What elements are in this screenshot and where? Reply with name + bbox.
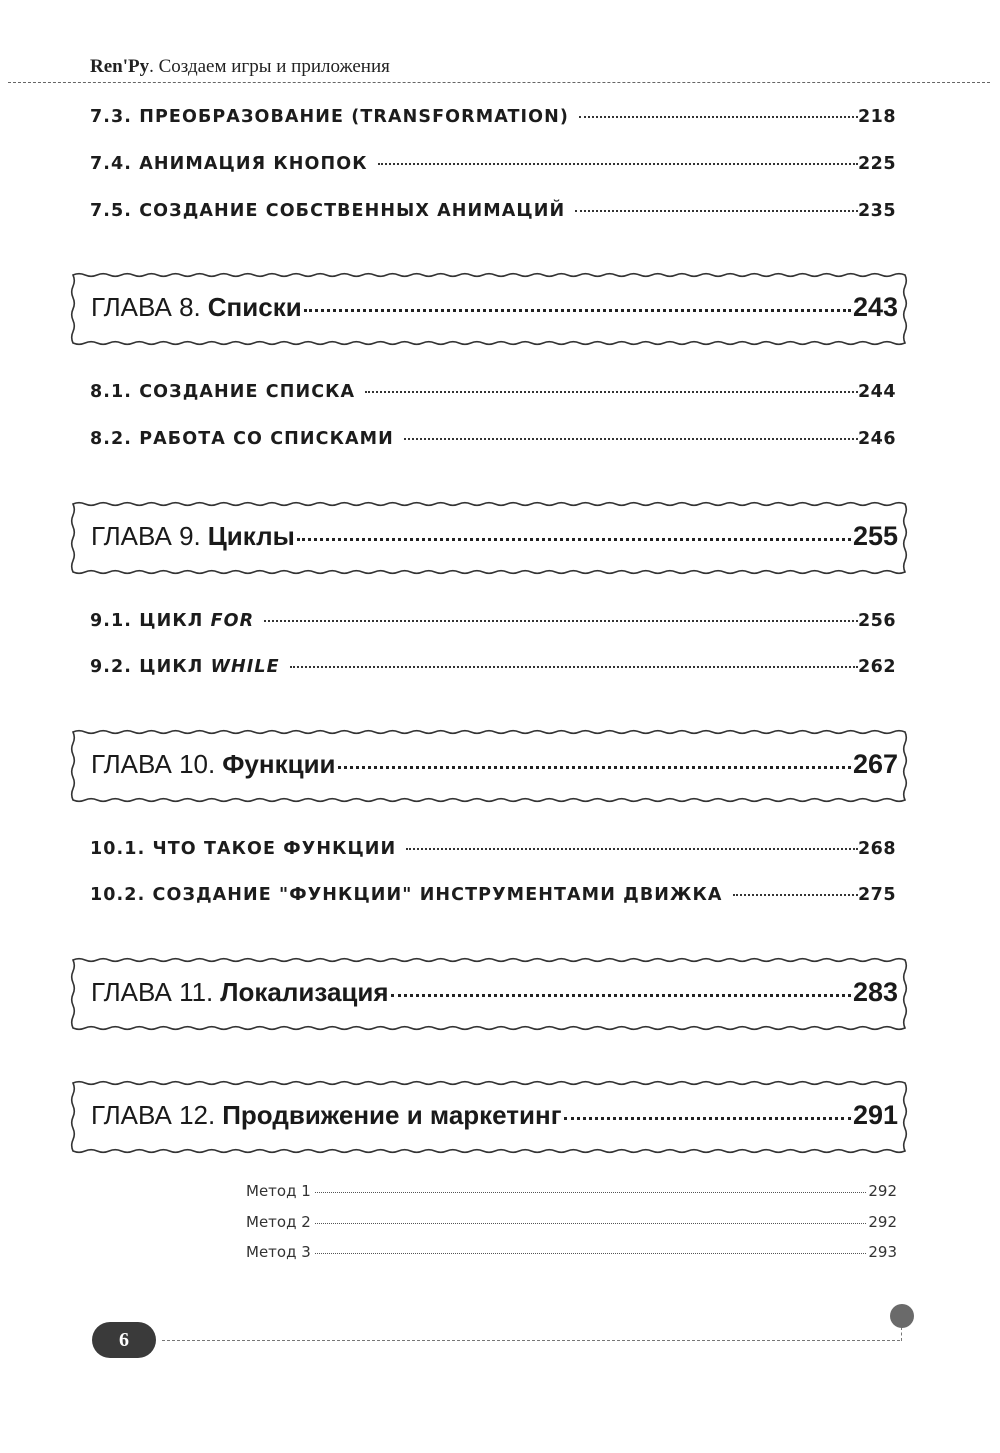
page-number: 6 bbox=[119, 1328, 129, 1351]
running-header bbox=[90, 56, 390, 78]
chapter-title: Функции bbox=[222, 749, 336, 779]
toc-page-number: 275 bbox=[857, 885, 896, 905]
chapter-number: ГЛАВА 12. bbox=[91, 1100, 216, 1130]
toc-page-number: 244 bbox=[857, 382, 896, 402]
toc-section-10-2[interactable] bbox=[90, 885, 896, 905]
dot-leader bbox=[404, 438, 858, 440]
dot-leader bbox=[264, 620, 858, 622]
chapter-heading bbox=[91, 977, 898, 1008]
chapter-heading bbox=[91, 521, 898, 552]
toc-method-2[interactable] bbox=[246, 1213, 897, 1231]
dot-leader bbox=[391, 994, 851, 997]
page-number-badge bbox=[92, 1322, 156, 1358]
toc-section-label: 7.3. ПРЕОБРАЗОВАНИЕ (TRANSFORMATION) bbox=[90, 107, 569, 127]
dot-leader bbox=[733, 894, 858, 896]
toc-section-8-2[interactable] bbox=[90, 429, 896, 449]
toc-section-label: 10.2. СОЗДАНИЕ "ФУНКЦИИ" ИНСТРУМЕНТАМИ ДВИЖКА bbox=[90, 885, 723, 905]
toc-section-prefix: 9.1. ЦИКЛ bbox=[90, 611, 211, 631]
book-subtitle: . Создаем игры и приложения bbox=[149, 56, 390, 77]
dot-leader bbox=[579, 116, 858, 118]
dot-leader bbox=[365, 391, 858, 393]
chapter-number: ГЛАВА 10. bbox=[91, 749, 216, 779]
toc-method-1[interactable] bbox=[246, 1182, 897, 1200]
chapter-page-number: 243 bbox=[852, 292, 898, 322]
toc-page-number: 235 bbox=[857, 201, 896, 221]
book-brand: Ren'Py bbox=[90, 56, 150, 77]
method-page-number: 292 bbox=[868, 1182, 897, 1200]
chapter-heading bbox=[91, 749, 898, 780]
footer-ornament-stem bbox=[901, 1327, 902, 1341]
chapter-heading bbox=[91, 1100, 898, 1131]
toc-section-8-1[interactable] bbox=[90, 382, 896, 402]
toc-section-label: 7.4. АНИМАЦИЯ КНОПОК bbox=[90, 154, 368, 174]
toc-section-label bbox=[90, 657, 290, 677]
toc-page-number: 268 bbox=[857, 839, 896, 859]
chapter-page-number: 267 bbox=[852, 749, 898, 779]
method-label: Метод 1 bbox=[246, 1182, 311, 1200]
chapter-frame-10[interactable] bbox=[68, 727, 910, 805]
dot-leader bbox=[315, 1223, 867, 1224]
dot-leader bbox=[575, 210, 858, 212]
dot-leader bbox=[564, 1117, 851, 1120]
dot-leader bbox=[315, 1253, 867, 1254]
toc-page-number: 256 bbox=[857, 611, 896, 631]
chapter-title: Циклы bbox=[207, 521, 295, 551]
chapter-number: ГЛАВА 9. bbox=[91, 521, 201, 551]
dot-leader bbox=[290, 666, 858, 668]
dot-leader bbox=[304, 309, 851, 312]
chapter-title: Локализация bbox=[220, 977, 389, 1007]
chapter-frame-8[interactable] bbox=[68, 270, 910, 348]
method-page-number: 292 bbox=[868, 1213, 897, 1231]
toc-section-7-4[interactable] bbox=[90, 154, 896, 174]
chapter-heading bbox=[91, 292, 898, 323]
toc-section-7-3[interactable] bbox=[90, 107, 896, 127]
toc-section-9-2[interactable] bbox=[90, 657, 896, 677]
toc-page-number: 262 bbox=[857, 657, 896, 677]
chapter-number: ГЛАВА 11. bbox=[91, 977, 214, 1007]
toc-section-label: 10.1. ЧТО ТАКОЕ ФУНКЦИИ bbox=[90, 839, 397, 859]
toc-section-label bbox=[90, 611, 264, 631]
toc-method-3[interactable] bbox=[246, 1243, 897, 1261]
footer-ornament-dot bbox=[890, 1304, 914, 1328]
chapter-frame-9[interactable] bbox=[68, 499, 910, 577]
chapter-number: ГЛАВА 8. bbox=[91, 292, 201, 322]
toc-section-keyword: WHILE bbox=[210, 657, 280, 677]
method-page-number: 293 bbox=[868, 1243, 897, 1261]
chapter-frame-12[interactable] bbox=[68, 1078, 910, 1156]
toc-section-label: 7.5. СОЗДАНИЕ СОБСТВЕННЫХ АНИМАЦИЙ bbox=[90, 201, 566, 221]
toc-page-number: 246 bbox=[857, 429, 896, 449]
dot-leader bbox=[338, 766, 851, 769]
chapter-frame-11[interactable] bbox=[68, 955, 910, 1033]
chapter-page-number: 255 bbox=[852, 521, 898, 551]
footer-divider bbox=[162, 1340, 900, 1341]
chapter-title: Продвижение и маркетинг bbox=[222, 1100, 562, 1130]
dot-leader bbox=[378, 163, 858, 165]
chapter-page-number: 283 bbox=[852, 977, 898, 1007]
toc-section-prefix: 9.2. ЦИКЛ bbox=[90, 657, 211, 677]
toc-page-number: 225 bbox=[857, 154, 896, 174]
toc-section-9-1[interactable] bbox=[90, 611, 896, 631]
dot-leader bbox=[297, 538, 851, 541]
method-label: Метод 2 bbox=[246, 1213, 311, 1231]
toc-section-label: 8.2. РАБОТА СО СПИСКАМИ bbox=[90, 429, 394, 449]
chapter-title: Списки bbox=[207, 292, 302, 322]
toc-page-number: 218 bbox=[857, 107, 896, 127]
method-label: Метод 3 bbox=[246, 1243, 311, 1261]
toc-section-label: 8.1. СОЗДАНИЕ СПИСКА bbox=[90, 382, 356, 402]
toc-section-7-5[interactable] bbox=[90, 201, 896, 221]
toc-section-10-1[interactable] bbox=[90, 839, 896, 859]
header-divider bbox=[8, 82, 990, 83]
dot-leader bbox=[315, 1192, 867, 1193]
dot-leader bbox=[406, 848, 858, 850]
chapter-page-number: 291 bbox=[852, 1100, 898, 1130]
toc-section-keyword: FOR bbox=[210, 611, 255, 631]
